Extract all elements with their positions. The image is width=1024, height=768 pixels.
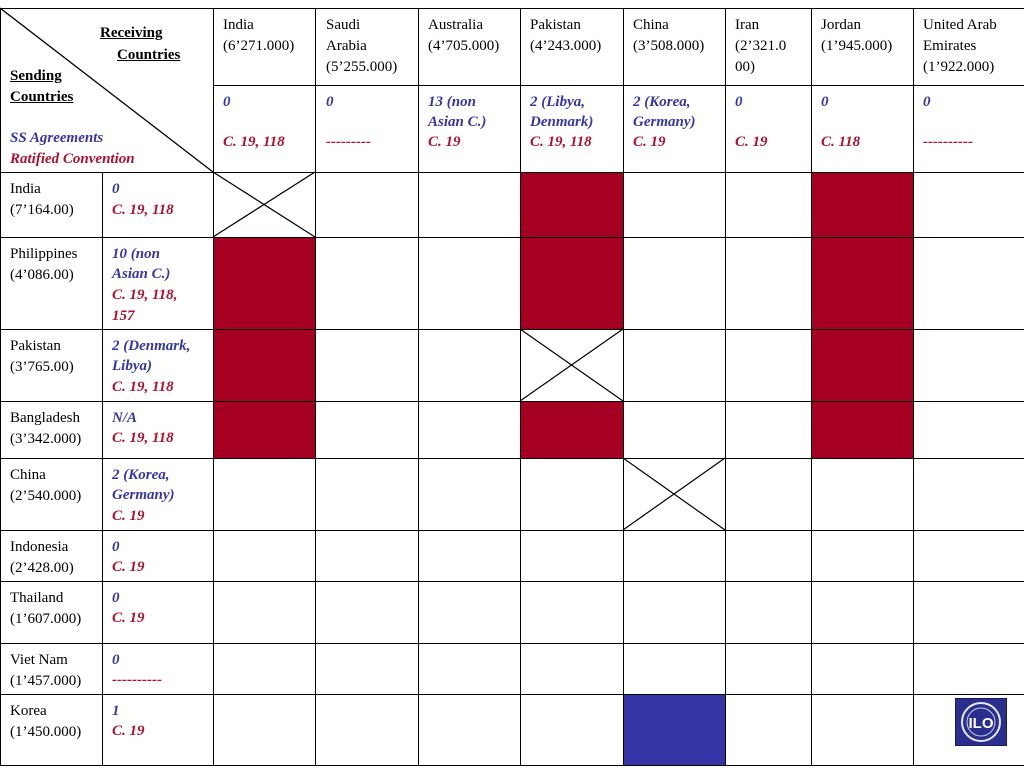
receiving-population: (2’321.0 bbox=[735, 38, 787, 54]
shaded-cell-india-jordan bbox=[811, 172, 913, 237]
svg-text:ILO: ILO bbox=[968, 715, 994, 732]
receiving-convention: C. 19 bbox=[735, 134, 768, 150]
sending-name: Bangladesh bbox=[10, 410, 80, 426]
receiving-convention: C. 19 bbox=[428, 134, 461, 150]
receiving-ss: 0 bbox=[923, 94, 931, 110]
table-border-left bbox=[0, 8, 1, 766]
sending-ss: 2 (Korea, bbox=[112, 467, 170, 483]
shaded-cell-bangladesh-jordan bbox=[811, 401, 913, 458]
row-divider bbox=[0, 530, 1024, 531]
row-divider bbox=[0, 694, 1024, 695]
column-divider bbox=[315, 8, 316, 766]
sending-name: Korea bbox=[10, 703, 47, 719]
receiving-convention: C. 19 bbox=[633, 134, 666, 150]
row-divider bbox=[0, 401, 1024, 402]
sending-ss: 0 bbox=[112, 539, 120, 555]
shaded-cell-pakistan-jordan bbox=[811, 329, 913, 401]
table-border-top bbox=[0, 8, 1024, 9]
shaded-cell-pakistan-india bbox=[213, 329, 315, 401]
header-divider bbox=[213, 85, 1024, 86]
receiving-name: Iran bbox=[735, 17, 760, 33]
sending-ss: 2 (Denmark, bbox=[112, 338, 191, 354]
receiving-name-line2: Arabia bbox=[326, 38, 367, 54]
ratified-convention-label: Ratified Convention bbox=[10, 151, 135, 167]
sending-convention: C. 19, 118 bbox=[112, 202, 174, 218]
sending-ss: 0 bbox=[112, 181, 120, 197]
receiving-ss: 0 bbox=[821, 94, 829, 110]
receiving-ss-line2: Asian C.) bbox=[428, 114, 487, 130]
receiving-name: United Arab bbox=[923, 17, 997, 33]
column-divider bbox=[811, 8, 812, 766]
shaded-cell-bangladesh-india bbox=[213, 401, 315, 458]
receiving-countries-label: Countries bbox=[117, 47, 181, 63]
sending-convention: C. 19 bbox=[112, 610, 145, 626]
sending-name: Pakistan bbox=[10, 338, 61, 354]
sending-name: Thailand bbox=[10, 590, 64, 606]
receiving-population: (1’922.000) bbox=[923, 59, 995, 75]
sending-convention: C. 19 bbox=[112, 559, 145, 575]
sending-name: Philippines bbox=[10, 246, 78, 262]
sending-countries-label: Countries bbox=[10, 89, 74, 105]
receiving-convention: C. 19, 118 bbox=[223, 134, 285, 150]
receiving-population: (3’508.000) bbox=[633, 38, 705, 54]
shaded-cell-bangladesh-pakistan bbox=[520, 401, 623, 458]
sending-population: (3’342.000) bbox=[10, 431, 82, 447]
sending-ss-line2: Germany) bbox=[112, 487, 175, 503]
row-divider bbox=[0, 329, 1024, 330]
receiving-population: (5’255.000) bbox=[326, 59, 398, 75]
receiving-ss: 0 bbox=[735, 94, 743, 110]
sending-name: Viet Nam bbox=[10, 652, 68, 668]
sending-convention: C. 19, 118 bbox=[112, 379, 174, 395]
sending-population: (2’428.00) bbox=[10, 560, 74, 576]
sending-convention: C. 19, 118, bbox=[112, 287, 178, 303]
receiving-ss-line2: Denmark) bbox=[530, 114, 594, 130]
receiving-name-line2: Emirates bbox=[923, 38, 977, 54]
receiving-ss: 2 (Korea, bbox=[633, 94, 691, 110]
sending-label: Sending bbox=[10, 68, 62, 84]
column-divider bbox=[623, 8, 624, 766]
receiving-population: (6’271.000) bbox=[223, 38, 295, 54]
sending-population: (1’457.000) bbox=[10, 673, 82, 689]
receiving-label: Receiving bbox=[100, 25, 163, 41]
receiving-convention: C. 19, 118 bbox=[530, 134, 592, 150]
shaded-cell-philippines-jordan bbox=[811, 237, 913, 329]
shaded-cell-korea-china bbox=[623, 694, 725, 766]
receiving-population: (4’243.000) bbox=[530, 38, 602, 54]
ilo-logo-icon bbox=[955, 698, 1007, 746]
receiving-ss: 13 (non bbox=[428, 94, 476, 110]
receiving-convention: ---------- bbox=[923, 134, 973, 150]
row-divider bbox=[0, 581, 1024, 582]
country-matrix-table bbox=[0, 8, 1024, 766]
receiving-name: China bbox=[633, 17, 669, 33]
sending-ss: 10 (non bbox=[112, 246, 160, 262]
sending-convention: ---------- bbox=[112, 672, 162, 688]
row-divider bbox=[0, 237, 1024, 238]
self-cell-cross-pakistan bbox=[520, 329, 623, 401]
sending-name: India bbox=[10, 181, 41, 197]
sending-population: (7’164.00) bbox=[10, 202, 74, 218]
column-divider bbox=[102, 172, 103, 766]
receiving-name: Pakistan bbox=[530, 17, 581, 33]
receiving-name: Saudi bbox=[326, 17, 361, 33]
sending-ss-line2: Asian C.) bbox=[112, 266, 171, 282]
sending-name: Indonesia bbox=[10, 539, 69, 555]
column-divider bbox=[725, 8, 726, 766]
column-divider bbox=[520, 8, 521, 766]
sending-convention: C. 19 bbox=[112, 723, 145, 739]
receiving-ss-line2: Germany) bbox=[633, 114, 696, 130]
sending-population: (4’086.00) bbox=[10, 267, 74, 283]
sending-population: (1’607.000) bbox=[10, 611, 82, 627]
receiving-name: India bbox=[223, 17, 254, 33]
column-divider bbox=[418, 8, 419, 766]
receiving-convention: C. 118 bbox=[821, 134, 861, 150]
receiving-name: Jordan bbox=[821, 17, 861, 33]
receiving-population-line2: 00) bbox=[735, 59, 755, 75]
table-border-bottom bbox=[0, 765, 1024, 766]
sending-convention-line2: 157 bbox=[112, 308, 135, 324]
receiving-ss: 2 (Libya, bbox=[530, 94, 585, 110]
receiving-population: (4’705.000) bbox=[428, 38, 500, 54]
shaded-cell-india-pakistan bbox=[520, 172, 623, 237]
sending-population: (3’765.00) bbox=[10, 359, 74, 375]
receiving-population: (1’945.000) bbox=[821, 38, 893, 54]
sending-name: China bbox=[10, 467, 46, 483]
self-cell-cross-india bbox=[213, 172, 315, 237]
row-divider bbox=[0, 458, 1024, 459]
row-divider bbox=[0, 643, 1024, 644]
receiving-convention: --------- bbox=[326, 134, 371, 150]
receiving-ss: 0 bbox=[326, 94, 334, 110]
sending-ss-line2: Libya) bbox=[112, 358, 152, 374]
sending-ss: 0 bbox=[112, 652, 120, 668]
column-divider bbox=[913, 8, 914, 766]
receiving-name: Australia bbox=[428, 17, 483, 33]
shaded-cell-philippines-pakistan bbox=[520, 237, 623, 329]
receiving-ss: 0 bbox=[223, 94, 231, 110]
sending-ss: N/A bbox=[112, 410, 138, 426]
sending-population: (2’540.000) bbox=[10, 488, 82, 504]
shaded-cell-philippines-india bbox=[213, 237, 315, 329]
self-cell-cross-china bbox=[623, 458, 725, 530]
sending-ss: 0 bbox=[112, 590, 120, 606]
ss-agreements-label: SS Agreements bbox=[10, 130, 104, 146]
sending-convention: C. 19 bbox=[112, 508, 145, 524]
column-divider bbox=[213, 8, 214, 766]
row-divider bbox=[0, 172, 1024, 173]
sending-ss: 1 bbox=[112, 703, 120, 719]
sending-convention: C. 19, 118 bbox=[112, 430, 174, 446]
sending-population: (1’450.000) bbox=[10, 724, 82, 740]
